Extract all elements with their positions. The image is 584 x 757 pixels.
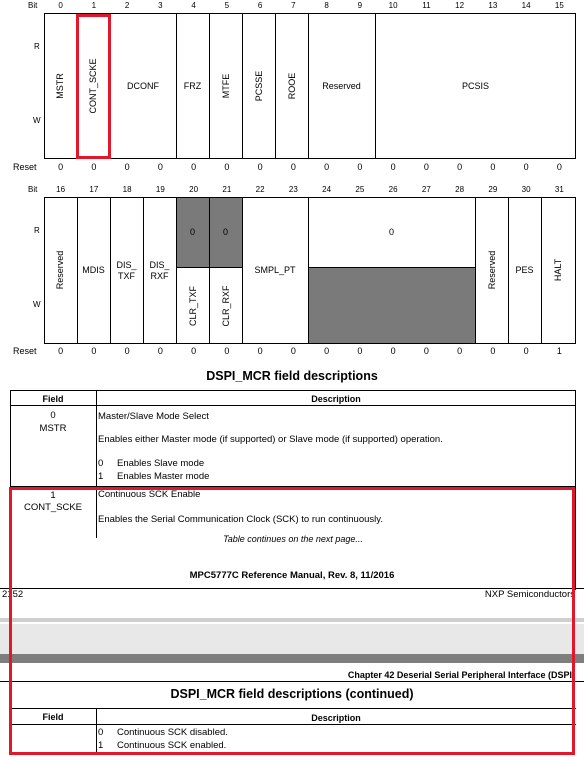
field-dis-rxf: DIS_ RXF xyxy=(149,259,170,281)
bit-number: 3 xyxy=(158,1,163,10)
option-value: 0 xyxy=(98,727,104,738)
reset-value: 0 xyxy=(58,346,64,356)
manual-footer: MPC5777C Reference Manual, Rev. 8, 11/2016 xyxy=(189,570,395,581)
option-text: Enables Slave mode xyxy=(117,458,205,469)
field-mstr: MSTR xyxy=(55,73,65,99)
bit-number: 1 xyxy=(91,1,97,10)
bit-number: 10 xyxy=(388,1,398,10)
reset-value: 0 xyxy=(390,346,396,356)
field-halt: HALT xyxy=(553,258,563,282)
bit-number: 27 xyxy=(421,185,431,194)
bit-number: 24 xyxy=(322,185,332,194)
field-reserved: Reserved xyxy=(322,80,361,91)
reset-value: 0 xyxy=(357,162,363,172)
reset-value: 0 xyxy=(58,162,64,172)
field-pcsse: PCSSE xyxy=(254,70,264,102)
reset-value: 0 xyxy=(290,346,296,356)
field-reserved-16: Reserved xyxy=(55,250,65,290)
bit-number: 7 xyxy=(291,1,296,10)
r-label: R xyxy=(34,226,40,235)
reset-value: 0 xyxy=(556,162,562,172)
table-continued-title: DSPI_MCR field descriptions (continued) xyxy=(170,687,414,701)
field-desc-line: Continuous SCK Enable xyxy=(98,489,201,500)
reset-label: Reset xyxy=(13,162,37,172)
bit-label: Bit xyxy=(28,185,38,194)
bit-number: 26 xyxy=(388,185,398,194)
reset-value: 0 xyxy=(157,346,163,356)
reset-value: 1 xyxy=(556,346,562,356)
table-continues-note: Table continues on the next page... xyxy=(223,534,363,544)
field-pes: PES xyxy=(515,265,534,275)
bit-number: 21 xyxy=(222,185,232,194)
field-cont-scke: CONT_SCKE xyxy=(88,58,98,114)
bit-number: 30 xyxy=(521,185,531,194)
w-label: W xyxy=(33,300,41,309)
field-mtfe: MTFE xyxy=(221,73,231,99)
reset-value: 0 xyxy=(124,162,130,172)
field-bit: 1 xyxy=(50,490,56,501)
reset-value: 0 xyxy=(357,346,363,356)
bit-number: 20 xyxy=(189,185,199,194)
field-frz: FRZ xyxy=(183,80,202,91)
bit-number: 29 xyxy=(488,185,498,194)
bit-number: 18 xyxy=(122,185,132,194)
field-bit20-read: 0 xyxy=(189,226,195,237)
bit-number: 31 xyxy=(554,185,564,194)
reset-value: 0 xyxy=(457,346,463,356)
reset-value: 0 xyxy=(523,346,529,356)
reset-value: 0 xyxy=(324,346,330,356)
reset-value: 0 xyxy=(224,346,230,356)
bit-number: 14 xyxy=(521,1,531,10)
field-desc-line: Enables either Master mode (if supported) or Slave mode (if supported) operation. xyxy=(98,434,443,445)
bit-number: 17 xyxy=(89,185,99,194)
field-name: CONT_SCKE xyxy=(23,502,83,513)
field-desc-line: Enables the Serial Communication Clock (SCK) to run continuously. xyxy=(98,514,383,525)
field-clr-rxf: CLR_RXF xyxy=(221,285,231,327)
bit-label: Bit xyxy=(28,1,38,10)
option-value: 1 xyxy=(98,471,104,482)
bit-number: 16 xyxy=(56,185,66,194)
field-mdis: MDIS xyxy=(82,265,105,275)
bit-number: 0 xyxy=(58,1,63,10)
col-field-header: Field xyxy=(42,712,64,722)
col-description-header: Description xyxy=(311,394,361,404)
reset-value: 0 xyxy=(191,162,197,172)
field-reserved-29: Reserved xyxy=(487,250,497,290)
highlight-cont-scke xyxy=(76,14,111,159)
reset-value: 0 xyxy=(523,162,529,172)
field-bit: 0 xyxy=(50,410,56,421)
field-clr-txf: CLR_TXF xyxy=(188,285,198,327)
bit-number: 4 xyxy=(191,1,196,10)
bit-number: 13 xyxy=(488,1,498,10)
option-text: Continuous SCK enabled. xyxy=(117,740,227,751)
bit-number: 6 xyxy=(257,1,263,10)
bit-number: 22 xyxy=(255,185,265,194)
bit-number: 23 xyxy=(288,185,298,194)
reset-value: 0 xyxy=(423,162,429,172)
field-desc-line: Master/Slave Mode Select xyxy=(98,411,209,422)
reset-value: 0 xyxy=(490,162,496,172)
bit-number: 25 xyxy=(355,185,365,194)
bit-number: 12 xyxy=(455,1,465,10)
reset-value: 0 xyxy=(257,346,263,356)
bit-number: 28 xyxy=(455,185,465,194)
field-bits24-28-read: 0 xyxy=(388,226,394,237)
bit-number: 11 xyxy=(422,1,431,10)
col-description-header: Description xyxy=(311,713,361,723)
reset-value: 0 xyxy=(191,346,197,356)
reset-value: 0 xyxy=(290,162,296,172)
reset-value: 0 xyxy=(157,162,163,172)
field-pcsis: PCSIS xyxy=(461,80,489,91)
reset-value: 0 xyxy=(91,346,97,356)
option-value: 1 xyxy=(98,740,104,751)
field-dconf: DCONF xyxy=(127,80,159,91)
table-title: DSPI_MCR field descriptions xyxy=(206,369,378,383)
bit-number: 2 xyxy=(124,1,130,10)
reset-value: 0 xyxy=(257,162,263,172)
bit-number: 19 xyxy=(155,185,165,194)
col-field-header: Field xyxy=(42,394,64,404)
reset-value: 0 xyxy=(224,162,230,172)
reset-value: 0 xyxy=(91,162,97,172)
field-name: MSTR xyxy=(39,423,67,434)
reset-value: 0 xyxy=(423,346,429,356)
company-name: NXP Semiconductors xyxy=(484,589,575,600)
field-smpl-pt: SMPL_PT xyxy=(254,265,296,275)
reset-value: 0 xyxy=(324,162,330,172)
field-dis-txf: DIS_ TXF xyxy=(116,259,137,281)
field-bit21-read: 0 xyxy=(222,226,228,237)
reset-value: 0 xyxy=(457,162,463,172)
chapter-header: Chapter 42 Deserial Serial Peripheral Interface (DSPI) xyxy=(347,670,575,680)
bit-number: 8 xyxy=(324,1,329,10)
r-label: R xyxy=(34,42,40,51)
bit-number: 9 xyxy=(357,1,363,10)
highlight-cont-scke-description xyxy=(9,487,575,755)
field-rooe: ROOE xyxy=(287,72,297,100)
w-label: W xyxy=(33,116,41,125)
bit-number: 15 xyxy=(554,1,564,10)
bit-number: 5 xyxy=(224,1,230,10)
reset-label: Reset xyxy=(13,346,37,356)
option-value: 0 xyxy=(98,458,104,469)
page-number: 2152 xyxy=(2,589,24,600)
reset-value: 0 xyxy=(124,346,130,356)
option-text: Enables Master mode xyxy=(117,471,210,482)
reset-value: 0 xyxy=(390,162,396,172)
option-text: Continuous SCK disabled. xyxy=(117,727,228,738)
reset-value: 0 xyxy=(490,346,496,356)
